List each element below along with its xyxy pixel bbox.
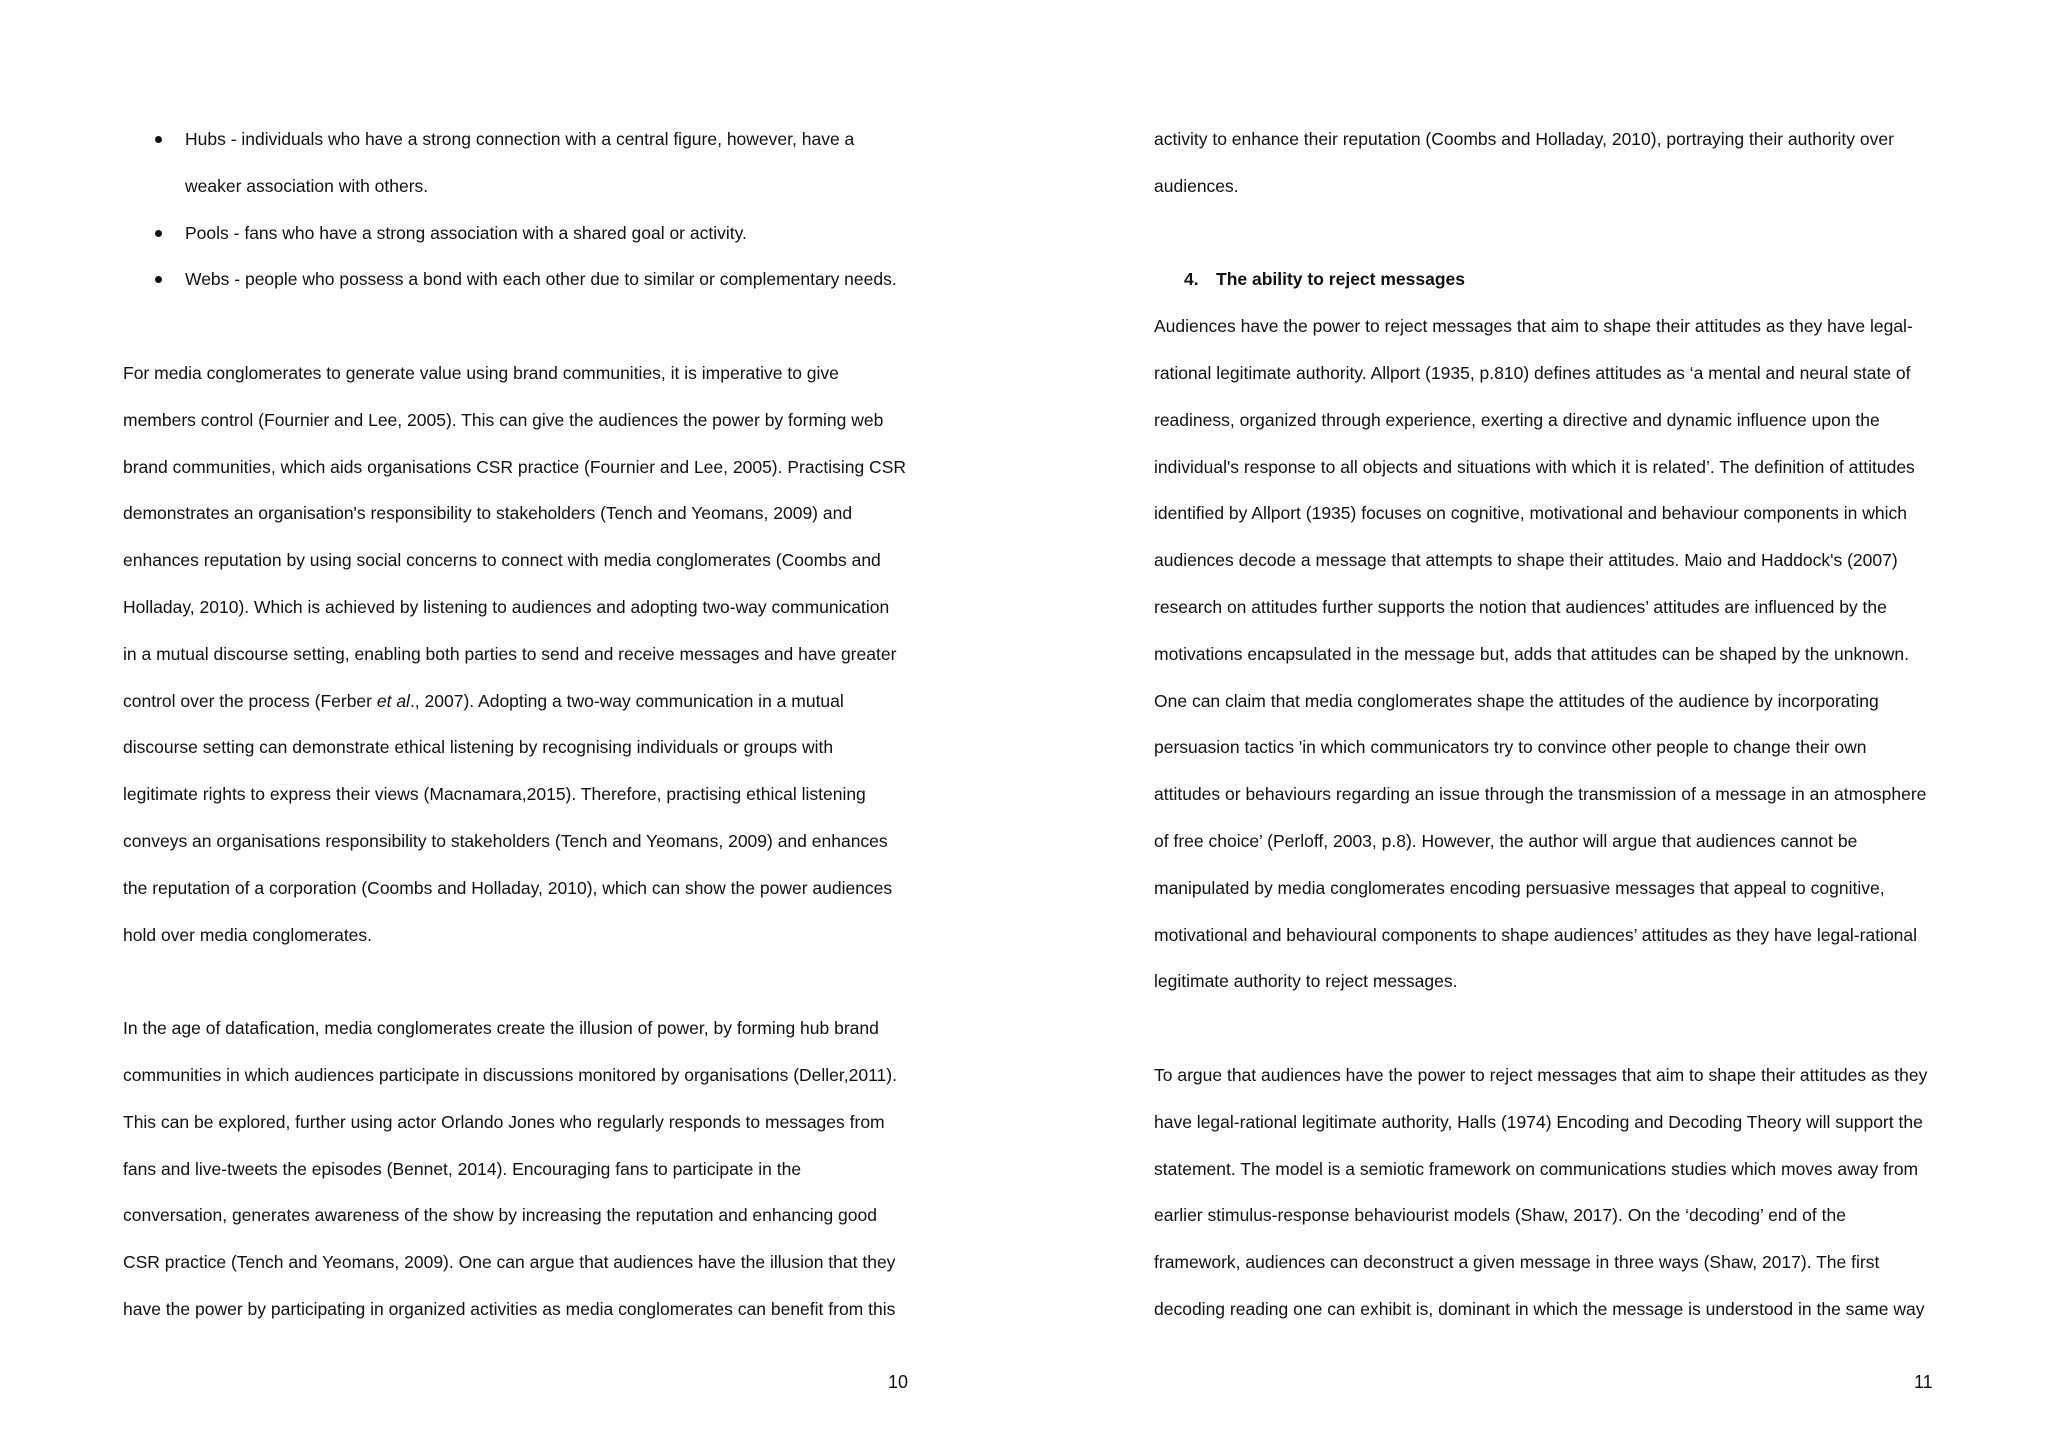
- text-line: the reputation of a corporation (Coombs and Holladay, 2010), which can show the power audiences: [123, 877, 893, 898]
- text-line: One can claim that media conglomerates shape the attitudes of the audience by incorporating: [1154, 690, 1879, 711]
- text-line: Audiences have the power to reject messages that aim to shape their attitudes as they have legal-: [1154, 316, 1913, 337]
- section-heading: [1154, 256, 1984, 303]
- bullet-text: Webs - people who possess a bond with each other due to similar or complementary needs.: [185, 269, 897, 290]
- text-line: audiences decode a message that attempts to shape their attitudes. Maio and Haddock's (2007): [1154, 550, 1898, 571]
- text-line: enhances reputation by using social concerns to connect with media conglomerates (Coombs and: [123, 550, 881, 571]
- text-line-citation: [123, 678, 923, 725]
- text-line: motivational and behavioural components to shape audiences’ attitudes as they have legal-rational: [1154, 924, 1918, 945]
- bullet-text: Hubs - individuals who have a strong connection with a central figure, however, have a: [185, 129, 855, 149]
- text-line: have legal-rational legitimate authority, Halls (1974) Encoding and Decoding Theory will support the: [1154, 1111, 1923, 1132]
- bullet-item-webs: [123, 256, 923, 303]
- text-line: In the age of datafication, media conglomerates create the illusion of power, by forming hub brand: [123, 1018, 879, 1039]
- bullet-text: weaker association with others.: [185, 175, 429, 196]
- text-line: statement. The model is a semiotic framework on communications studies which moves away from: [1154, 1158, 1919, 1179]
- text-line: of free choice’ (Perloff, 2003, p.8). However, the author will argue that audiences cannot be: [1154, 830, 1858, 851]
- page-number: 11: [1914, 1372, 1933, 1392]
- text-line: communities in which audiences participate in discussions monitored by organisations (Deller,2011).: [123, 1064, 897, 1085]
- text-line: audiences.: [1154, 175, 1239, 196]
- text-line: fans and live-tweets the episodes (Bennet, 2014). Encouraging fans to participate in the: [123, 1158, 802, 1179]
- text-line: manipulated by media conglomerates encoding persuasive messages that appeal to cognitive,: [1154, 877, 1885, 898]
- paragraph-continuation: [1154, 116, 1984, 210]
- italic-et-al: et al: [376, 690, 410, 711]
- text-line: hold over media conglomerates.: [123, 924, 373, 945]
- text-line: readiness, organized through experience, exerting a directive and dynamic influence upon the: [1154, 409, 1880, 430]
- text-line: discourse setting can demonstrate ethical listening by recognising individuals or groups with: [123, 737, 834, 758]
- page-number: 10: [888, 1372, 909, 1392]
- paragraph-datafication: [123, 1005, 923, 1333]
- text-line: individual's response to all objects and situations with which it is related’. The definition of attitudes: [1154, 456, 1915, 477]
- text-line: decoding reading one can exhibit is, dominant in which the message is understood in the same way: [1154, 1298, 1925, 1319]
- text-line: have the power by participating in organized activities as media conglomerates can benefit from this: [123, 1298, 896, 1319]
- paragraph-brand-communities: [123, 350, 923, 958]
- page-11: [1024, 0, 2048, 1451]
- text-line: identified by Allport (1935) focuses on cognitive, motivational and behaviour components in which: [1154, 503, 1907, 524]
- text-fragment: control over the process (Ferber: [123, 690, 377, 711]
- text-line: conversation, generates awareness of the show by increasing the reputation and enhancing good: [123, 1205, 877, 1226]
- section-heading-number: 4.: [1184, 269, 1199, 290]
- text-line: motivations encapsulated in the message but, adds that attitudes can be shaped by the unknown.: [1154, 643, 1909, 664]
- text-line: legitimate authority to reject messages.: [1154, 971, 1458, 992]
- text-line: This can be explored, further using actor Orlando Jones who regularly responds to messages from: [123, 1111, 885, 1132]
- text-line: research on attitudes further supports the notion that audiences’ attitudes are influenced by the: [1154, 596, 1887, 617]
- text-line: demonstrates an organisation's responsibility to stakeholders (Tench and Yeomans, 2009) and: [123, 503, 853, 524]
- text-fragment: ., 2007). Adopting a two-way communication in a mutual: [409, 690, 844, 711]
- text-line: earlier stimulus-response behaviourist models (Shaw, 2017). On the ‘decoding’ end of the: [1154, 1205, 1846, 1226]
- right-text-column: [1154, 116, 1984, 1333]
- text-line: brand communities, which aids organisations CSR practice (Fournier and Lee, 2005). Practising CSR: [123, 456, 907, 477]
- paragraph-encoding-decoding: [1154, 1052, 1984, 1333]
- bullet-list: [123, 116, 923, 303]
- text-line: To argue that audiences have the power to reject messages that aim to shape their attitudes as they: [1154, 1064, 1928, 1085]
- text-line: conveys an organisations responsibility to stakeholders (Tench and Yeomans, 2009) and enhances: [123, 830, 888, 851]
- bullet-item-pools: [123, 210, 923, 257]
- bullet-dot-icon: [155, 276, 162, 283]
- section-heading-text: The ability to reject messages: [1216, 269, 1465, 290]
- text-line: legitimate rights to express their views (Macnamara,2015). Therefore, practising ethical listening: [123, 784, 866, 805]
- text-line: rational legitimate authority. Allport (1935, p.810) defines attitudes as ‘a mental and neural state of: [1154, 362, 1911, 383]
- text-line: attitudes or behaviours regarding an issue through the transmission of a message in an atmosphere: [1154, 784, 1927, 805]
- text-line: framework, audiences can deconstruct a given message in three ways (Shaw, 2017). The first: [1154, 1252, 1880, 1273]
- paragraph-attitudes: [1154, 303, 1984, 1005]
- bullet-item-hubs-continuation: [123, 163, 923, 210]
- text-line: For media conglomerates to generate value using brand communities, it is imperative to give: [123, 362, 839, 383]
- text-line: activity to enhance their reputation (Coombs and Holladay, 2010), portraying their authority over: [1154, 129, 1894, 149]
- text-line: Holladay, 2010). Which is achieved by listening to audiences and adopting two-way communication: [123, 596, 890, 617]
- text-line: persuasion tactics 'in which communicators try to convince other people to change their own: [1154, 737, 1867, 758]
- text-line: in a mutual discourse setting, enabling both parties to send and receive messages and have greater: [123, 643, 897, 664]
- bullet-dot-icon: [155, 230, 162, 237]
- bullet-dot-icon: [155, 136, 162, 143]
- text-line: CSR practice (Tench and Yeomans, 2009). One can argue that audiences have the illusion that they: [123, 1252, 896, 1273]
- text-line: members control (Fournier and Lee, 2005). This can give the audiences the power by forming web: [123, 409, 884, 430]
- bullet-item-hubs: [123, 116, 923, 163]
- bullet-text: Pools - fans who have a strong association with a shared goal or activity.: [185, 222, 747, 243]
- left-text-column: [123, 116, 923, 1333]
